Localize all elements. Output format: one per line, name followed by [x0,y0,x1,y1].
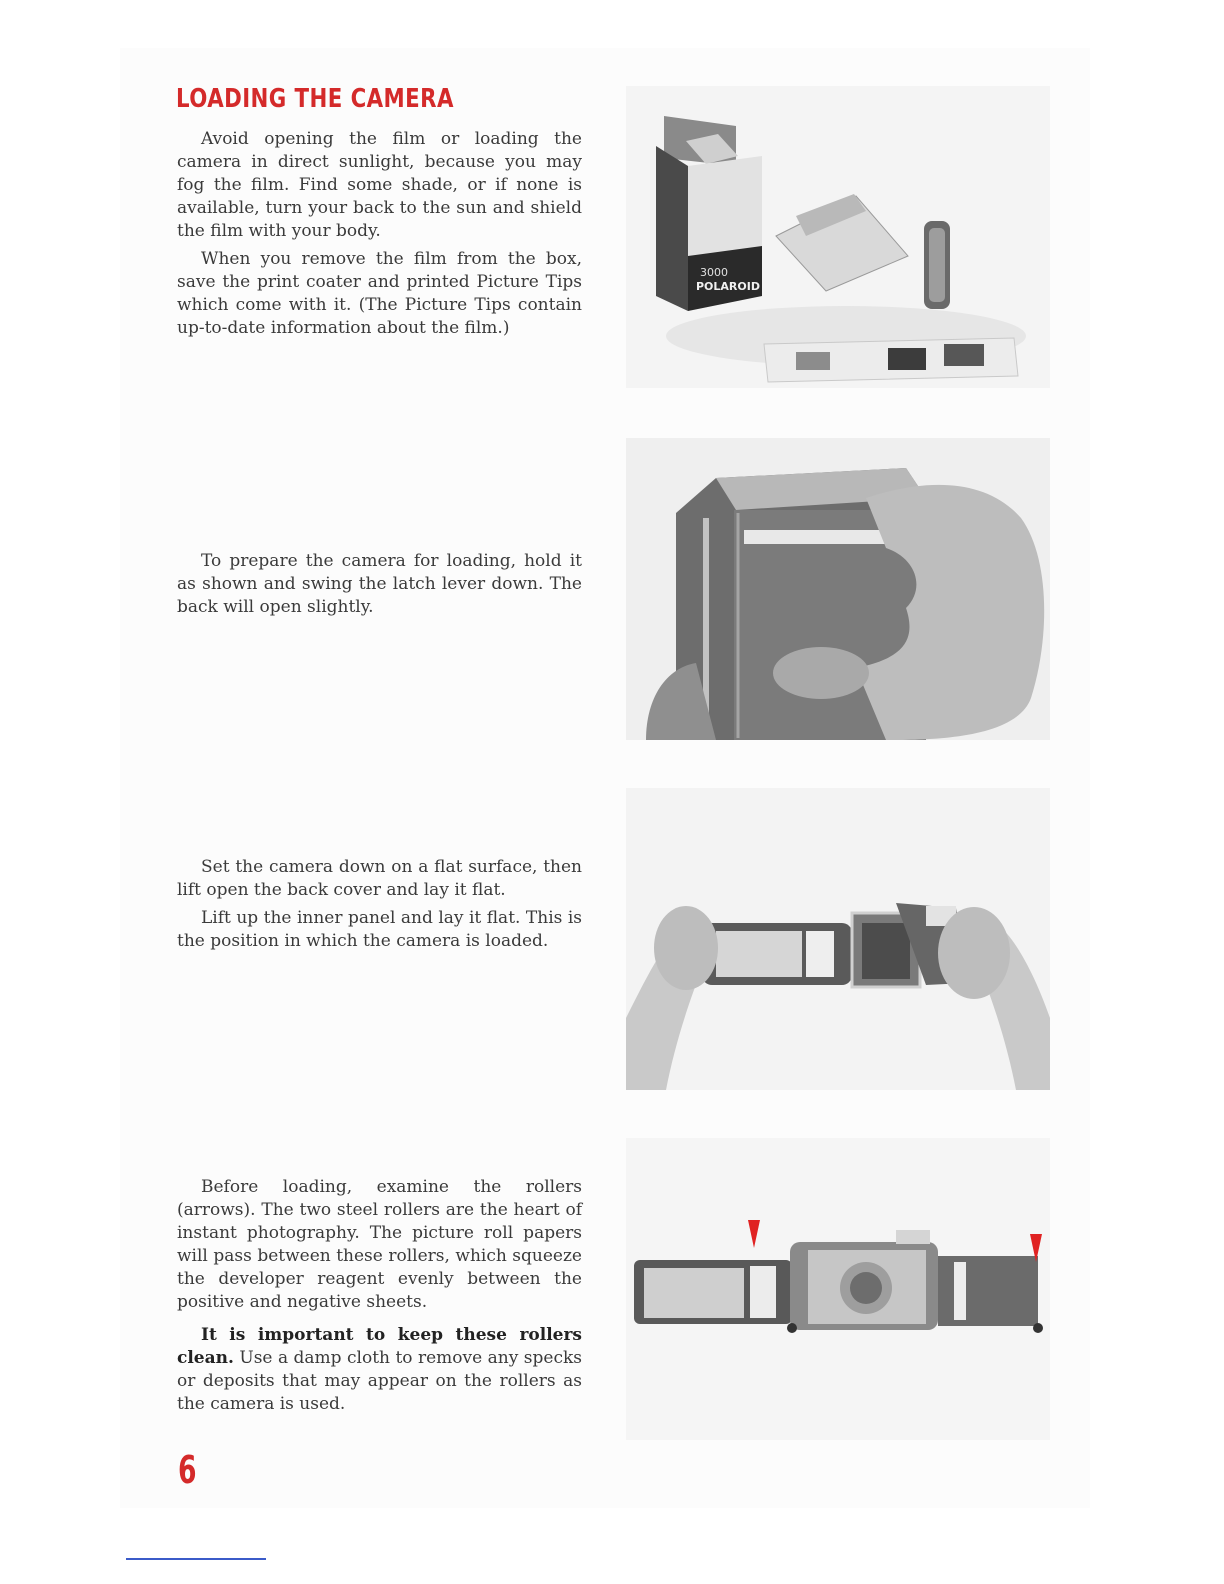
paragraph: Lift up the inner panel and lay it flat. This is the position in which the camera is loaded. [177,908,582,951]
paragraph: Set the camera down on a flat surface, then lift open the back cover and lay it flat. [177,857,582,900]
photo-rollers [626,1138,1050,1440]
photo-hand-latch [626,438,1050,740]
paragraph: Before loading, examine the rollers (arrows). The two steel rollers are the heart of instant photography. The picture roll papers will pass between these rollers, which squeeze the developer reagent evenly between the positive and negative sheets. [177,1177,582,1312]
paragraph: When you remove the film from the box, save the print coater and printed Picture Tips which come with it. (The Picture Tips contain up-to-date information about the film.) [177,249,582,338]
important-note: It is important to keep these rollers clean. [177,1325,582,1368]
section-film-handling [177,128,582,345]
page-title: LOADING THE CAMERA [176,84,454,114]
section-rollers [177,1176,582,1421]
film-box-label-brand: POLAROID [696,280,760,293]
section-open-latch [177,550,582,624]
footer-rule [126,1558,266,1560]
page-number: 6 [178,1448,197,1492]
paragraph-important [177,1324,582,1416]
photo-film-package [626,86,1050,388]
important-note-rest: Use a damp cloth to remove any specks or deposits that may appear on the rollers as the camera is used. [177,1348,582,1414]
photo-camera-open [626,788,1050,1090]
film-box-label-number: 3000 [700,266,728,279]
paragraph: Avoid opening the film or loading the camera in direct sunlight, because you may fog the film. Find some shade, or if none is available, turn your back to the sun and shield the film with your body. [177,129,582,241]
paragraph: To prepare the camera for loading, hold it as shown and swing the latch lever down. The back will open slightly. [177,551,582,617]
section-lay-flat [177,856,582,958]
